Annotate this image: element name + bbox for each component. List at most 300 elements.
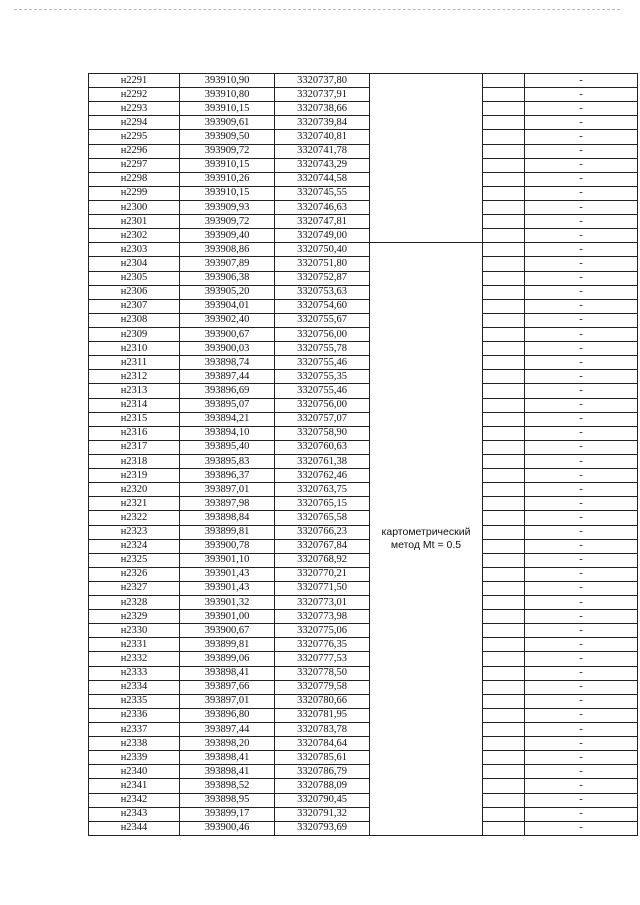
dash-cell: - <box>525 638 638 652</box>
x-coordinate-cell: 393901,00 <box>180 610 275 624</box>
dash-cell: - <box>525 497 638 511</box>
table-row <box>89 469 638 483</box>
empty-cell <box>483 356 525 370</box>
point-id-cell: н2295 <box>89 130 180 144</box>
empty-cell <box>483 469 525 483</box>
x-coordinate-cell: 393898,95 <box>180 793 275 807</box>
x-coordinate-cell: 393898,52 <box>180 779 275 793</box>
dash-cell: - <box>525 398 638 412</box>
point-id-cell: н2311 <box>89 356 180 370</box>
dash-cell: - <box>525 737 638 751</box>
y-coordinate-cell: 3320793,69 <box>275 821 370 835</box>
table-row <box>89 215 638 229</box>
point-id-cell: н2337 <box>89 723 180 737</box>
y-coordinate-cell: 3320755,67 <box>275 313 370 327</box>
table-row <box>89 525 638 539</box>
dash-cell: - <box>525 88 638 102</box>
table-row <box>89 398 638 412</box>
x-coordinate-cell: 393910,90 <box>180 74 275 88</box>
x-coordinate-cell: 393907,89 <box>180 257 275 271</box>
empty-cell <box>483 765 525 779</box>
empty-cell <box>483 779 525 793</box>
dash-cell: - <box>525 483 638 497</box>
table-row <box>89 511 638 525</box>
y-coordinate-cell: 3320758,90 <box>275 426 370 440</box>
dash-cell: - <box>525 469 638 483</box>
point-id-cell: н2312 <box>89 370 180 384</box>
table-row <box>89 285 638 299</box>
x-coordinate-cell: 393906,38 <box>180 271 275 285</box>
empty-cell <box>483 539 525 553</box>
dash-cell: - <box>525 130 638 144</box>
empty-cell <box>483 723 525 737</box>
table-row <box>89 708 638 722</box>
empty-cell <box>483 440 525 454</box>
empty-cell <box>483 610 525 624</box>
x-coordinate-cell: 393899,81 <box>180 638 275 652</box>
table-row <box>89 229 638 243</box>
empty-cell <box>483 88 525 102</box>
y-coordinate-cell: 3320773,01 <box>275 596 370 610</box>
y-coordinate-cell: 3320779,58 <box>275 680 370 694</box>
y-coordinate-cell: 3320773,98 <box>275 610 370 624</box>
table-row <box>89 694 638 708</box>
empty-cell <box>483 285 525 299</box>
x-coordinate-cell: 393910,26 <box>180 172 275 186</box>
dash-cell: - <box>525 779 638 793</box>
x-coordinate-cell: 393900,78 <box>180 539 275 553</box>
y-coordinate-cell: 3320754,60 <box>275 299 370 313</box>
point-id-cell: н2298 <box>89 172 180 186</box>
point-id-cell: н2330 <box>89 624 180 638</box>
y-coordinate-cell: 3320763,75 <box>275 483 370 497</box>
table-row <box>89 652 638 666</box>
dash-cell: - <box>525 553 638 567</box>
dash-cell: - <box>525 412 638 426</box>
y-coordinate-cell: 3320737,80 <box>275 74 370 88</box>
empty-cell <box>483 299 525 313</box>
y-coordinate-cell: 3320766,23 <box>275 525 370 539</box>
empty-cell <box>483 624 525 638</box>
empty-cell <box>483 793 525 807</box>
dash-cell: - <box>525 370 638 384</box>
point-id-cell: н2333 <box>89 666 180 680</box>
table-row <box>89 342 638 356</box>
y-coordinate-cell: 3320783,78 <box>275 723 370 737</box>
point-id-cell: н2291 <box>89 74 180 88</box>
x-coordinate-cell: 393909,72 <box>180 144 275 158</box>
x-coordinate-cell: 393909,61 <box>180 116 275 130</box>
empty-cell <box>483 638 525 652</box>
point-id-cell: н2299 <box>89 186 180 200</box>
dash-cell: - <box>525 807 638 821</box>
empty-cell <box>483 130 525 144</box>
empty-cell <box>483 412 525 426</box>
y-coordinate-cell: 3320755,35 <box>275 370 370 384</box>
x-coordinate-cell: 393894,21 <box>180 412 275 426</box>
point-id-cell: н2325 <box>89 553 180 567</box>
empty-cell <box>483 821 525 835</box>
empty-cell <box>483 327 525 341</box>
x-coordinate-cell: 393898,20 <box>180 737 275 751</box>
y-coordinate-cell: 3320749,00 <box>275 229 370 243</box>
empty-cell <box>483 454 525 468</box>
table-row <box>89 243 638 257</box>
point-id-cell: н2344 <box>89 821 180 835</box>
point-id-cell: н2304 <box>89 257 180 271</box>
y-coordinate-cell: 3320755,78 <box>275 342 370 356</box>
dash-cell: - <box>525 426 638 440</box>
table-row <box>89 257 638 271</box>
dash-cell: - <box>525 793 638 807</box>
point-id-cell: н2310 <box>89 342 180 356</box>
table-row <box>89 793 638 807</box>
table-row <box>89 638 638 652</box>
dash-cell: - <box>525 440 638 454</box>
point-id-cell: н2296 <box>89 144 180 158</box>
dash-cell: - <box>525 271 638 285</box>
y-coordinate-cell: 3320765,15 <box>275 497 370 511</box>
table-row <box>89 483 638 497</box>
table-row <box>89 116 638 130</box>
empty-cell <box>483 172 525 186</box>
empty-cell <box>483 116 525 130</box>
point-id-cell: н2306 <box>89 285 180 299</box>
y-coordinate-cell: 3320751,80 <box>275 257 370 271</box>
x-coordinate-cell: 393901,32 <box>180 596 275 610</box>
x-coordinate-cell: 393905,20 <box>180 285 275 299</box>
point-id-cell: н2294 <box>89 116 180 130</box>
dash-cell: - <box>525 172 638 186</box>
point-id-cell: н2293 <box>89 102 180 116</box>
y-coordinate-cell: 3320771,50 <box>275 581 370 595</box>
y-coordinate-cell: 3320746,63 <box>275 200 370 214</box>
empty-cell <box>483 158 525 172</box>
dash-cell: - <box>525 765 638 779</box>
x-coordinate-cell: 393900,46 <box>180 821 275 835</box>
point-id-cell: н2300 <box>89 200 180 214</box>
y-coordinate-cell: 3320744,58 <box>275 172 370 186</box>
y-coordinate-cell: 3320750,40 <box>275 243 370 257</box>
table-row <box>89 200 638 214</box>
dash-cell: - <box>525 144 638 158</box>
coordinates-table-body <box>89 74 638 836</box>
y-coordinate-cell: 3320740,81 <box>275 130 370 144</box>
dash-cell: - <box>525 229 638 243</box>
point-id-cell: н2323 <box>89 525 180 539</box>
dash-cell: - <box>525 116 638 130</box>
dash-cell: - <box>525 511 638 525</box>
y-coordinate-cell: 3320768,92 <box>275 553 370 567</box>
x-coordinate-cell: 393898,41 <box>180 666 275 680</box>
y-coordinate-cell: 3320777,53 <box>275 652 370 666</box>
y-coordinate-cell: 3320743,29 <box>275 158 370 172</box>
dash-cell: - <box>525 821 638 835</box>
point-id-cell: н2301 <box>89 215 180 229</box>
method-cell <box>370 243 483 836</box>
x-coordinate-cell: 393900,03 <box>180 342 275 356</box>
dash-cell: - <box>525 652 638 666</box>
x-coordinate-cell: 393898,74 <box>180 356 275 370</box>
x-coordinate-cell: 393904,01 <box>180 299 275 313</box>
empty-cell <box>483 680 525 694</box>
method-text: картометрический метод Mt = 0.5 <box>381 526 471 552</box>
table-row <box>89 327 638 341</box>
y-coordinate-cell: 3320781,95 <box>275 708 370 722</box>
dash-cell: - <box>525 708 638 722</box>
x-coordinate-cell: 393898,84 <box>180 511 275 525</box>
y-coordinate-cell: 3320755,46 <box>275 384 370 398</box>
dash-cell: - <box>525 581 638 595</box>
y-coordinate-cell: 3320775,06 <box>275 624 370 638</box>
empty-cell <box>483 370 525 384</box>
empty-cell <box>483 426 525 440</box>
x-coordinate-cell: 393909,50 <box>180 130 275 144</box>
point-id-cell: н2331 <box>89 638 180 652</box>
point-id-cell: н2319 <box>89 469 180 483</box>
empty-cell <box>483 313 525 327</box>
table-row <box>89 581 638 595</box>
x-coordinate-cell: 393895,83 <box>180 454 275 468</box>
method-cell <box>370 74 483 243</box>
empty-cell <box>483 751 525 765</box>
x-coordinate-cell: 393898,41 <box>180 765 275 779</box>
point-id-cell: н2320 <box>89 483 180 497</box>
dash-cell: - <box>525 694 638 708</box>
x-coordinate-cell: 393900,67 <box>180 327 275 341</box>
point-id-cell: н2339 <box>89 751 180 765</box>
y-coordinate-cell: 3320788,09 <box>275 779 370 793</box>
point-id-cell: н2338 <box>89 737 180 751</box>
dash-cell: - <box>525 384 638 398</box>
dash-cell: - <box>525 257 638 271</box>
dash-cell: - <box>525 215 638 229</box>
empty-cell <box>483 652 525 666</box>
empty-cell <box>483 243 525 257</box>
x-coordinate-cell: 393897,98 <box>180 497 275 511</box>
y-coordinate-cell: 3320776,35 <box>275 638 370 652</box>
y-coordinate-cell: 3320753,63 <box>275 285 370 299</box>
y-coordinate-cell: 3320778,50 <box>275 666 370 680</box>
y-coordinate-cell: 3320757,07 <box>275 412 370 426</box>
empty-cell <box>483 708 525 722</box>
table-row <box>89 539 638 553</box>
y-coordinate-cell: 3320752,87 <box>275 271 370 285</box>
dash-cell: - <box>525 666 638 680</box>
y-coordinate-cell: 3320756,00 <box>275 398 370 412</box>
point-id-cell: н2307 <box>89 299 180 313</box>
table-row <box>89 821 638 835</box>
y-coordinate-cell: 3320790,45 <box>275 793 370 807</box>
x-coordinate-cell: 393897,01 <box>180 694 275 708</box>
point-id-cell: н2334 <box>89 680 180 694</box>
dash-cell: - <box>525 610 638 624</box>
dash-cell: - <box>525 356 638 370</box>
table-row <box>89 567 638 581</box>
y-coordinate-cell: 3320747,81 <box>275 215 370 229</box>
table-row <box>89 158 638 172</box>
y-coordinate-cell: 3320741,78 <box>275 144 370 158</box>
table-row <box>89 666 638 680</box>
table-row <box>89 299 638 313</box>
y-coordinate-cell: 3320791,32 <box>275 807 370 821</box>
dash-cell: - <box>525 327 638 341</box>
empty-cell <box>483 342 525 356</box>
empty-cell <box>483 807 525 821</box>
point-id-cell: н2313 <box>89 384 180 398</box>
x-coordinate-cell: 393910,15 <box>180 102 275 116</box>
point-id-cell: н2315 <box>89 412 180 426</box>
x-coordinate-cell: 393897,01 <box>180 483 275 497</box>
point-id-cell: н2322 <box>89 511 180 525</box>
empty-cell <box>483 511 525 525</box>
y-coordinate-cell: 3320755,46 <box>275 356 370 370</box>
point-id-cell: н2335 <box>89 694 180 708</box>
point-id-cell: н2340 <box>89 765 180 779</box>
x-coordinate-cell: 393909,72 <box>180 215 275 229</box>
x-coordinate-cell: 393902,40 <box>180 313 275 327</box>
empty-cell <box>483 581 525 595</box>
point-id-cell: н2318 <box>89 454 180 468</box>
x-coordinate-cell: 393898,41 <box>180 751 275 765</box>
table-row <box>89 412 638 426</box>
dash-cell: - <box>525 525 638 539</box>
point-id-cell: н2317 <box>89 440 180 454</box>
table-row <box>89 130 638 144</box>
x-coordinate-cell: 393899,06 <box>180 652 275 666</box>
dash-cell: - <box>525 285 638 299</box>
point-id-cell: н2292 <box>89 88 180 102</box>
dash-cell: - <box>525 751 638 765</box>
table-row <box>89 440 638 454</box>
x-coordinate-cell: 393910,80 <box>180 88 275 102</box>
empty-cell <box>483 102 525 116</box>
point-id-cell: н2326 <box>89 567 180 581</box>
y-coordinate-cell: 3320767,84 <box>275 539 370 553</box>
y-coordinate-cell: 3320784,64 <box>275 737 370 751</box>
empty-cell <box>483 398 525 412</box>
x-coordinate-cell: 393900,67 <box>180 624 275 638</box>
x-coordinate-cell: 393899,17 <box>180 807 275 821</box>
x-coordinate-cell: 393910,15 <box>180 186 275 200</box>
empty-cell <box>483 737 525 751</box>
empty-cell <box>483 483 525 497</box>
table-row <box>89 779 638 793</box>
y-coordinate-cell: 3320786,79 <box>275 765 370 779</box>
y-coordinate-cell: 3320760,63 <box>275 440 370 454</box>
y-coordinate-cell: 3320756,00 <box>275 327 370 341</box>
x-coordinate-cell: 393896,80 <box>180 708 275 722</box>
dash-cell: - <box>525 200 638 214</box>
table-row <box>89 596 638 610</box>
point-id-cell: н2328 <box>89 596 180 610</box>
y-coordinate-cell: 3320770,21 <box>275 567 370 581</box>
y-coordinate-cell: 3320762,46 <box>275 469 370 483</box>
empty-cell <box>483 271 525 285</box>
empty-cell <box>483 694 525 708</box>
table-row <box>89 497 638 511</box>
empty-cell <box>483 567 525 581</box>
empty-cell <box>483 497 525 511</box>
x-coordinate-cell: 393897,66 <box>180 680 275 694</box>
y-coordinate-cell: 3320745,55 <box>275 186 370 200</box>
empty-cell <box>483 553 525 567</box>
dash-cell: - <box>525 313 638 327</box>
empty-cell <box>483 144 525 158</box>
empty-cell <box>483 384 525 398</box>
empty-cell <box>483 525 525 539</box>
point-id-cell: н2324 <box>89 539 180 553</box>
empty-cell <box>483 596 525 610</box>
table-row <box>89 765 638 779</box>
dash-cell: - <box>525 158 638 172</box>
point-id-cell: н2341 <box>89 779 180 793</box>
table-row <box>89 384 638 398</box>
x-coordinate-cell: 393895,07 <box>180 398 275 412</box>
x-coordinate-cell: 393895,40 <box>180 440 275 454</box>
dash-cell: - <box>525 680 638 694</box>
x-coordinate-cell: 393908,86 <box>180 243 275 257</box>
table-row <box>89 271 638 285</box>
point-id-cell: н2314 <box>89 398 180 412</box>
point-id-cell: н2297 <box>89 158 180 172</box>
empty-cell <box>483 257 525 271</box>
empty-cell <box>483 666 525 680</box>
coordinates-table <box>88 73 638 836</box>
x-coordinate-cell: 393901,43 <box>180 581 275 595</box>
empty-cell <box>483 186 525 200</box>
point-id-cell: н2342 <box>89 793 180 807</box>
table-row <box>89 807 638 821</box>
dash-cell: - <box>525 74 638 88</box>
table-row <box>89 426 638 440</box>
y-coordinate-cell: 3320785,61 <box>275 751 370 765</box>
x-coordinate-cell: 393901,43 <box>180 567 275 581</box>
table-row <box>89 313 638 327</box>
table-row <box>89 370 638 384</box>
x-coordinate-cell: 393910,15 <box>180 158 275 172</box>
dash-cell: - <box>525 624 638 638</box>
y-coordinate-cell: 3320761,38 <box>275 454 370 468</box>
x-coordinate-cell: 393894,10 <box>180 426 275 440</box>
table-row <box>89 102 638 116</box>
point-id-cell: н2308 <box>89 313 180 327</box>
table-row <box>89 610 638 624</box>
x-coordinate-cell: 393896,69 <box>180 384 275 398</box>
table-row <box>89 680 638 694</box>
table-row <box>89 74 638 88</box>
x-coordinate-cell: 393909,93 <box>180 200 275 214</box>
dash-cell: - <box>525 723 638 737</box>
point-id-cell: н2309 <box>89 327 180 341</box>
dash-cell: - <box>525 567 638 581</box>
y-coordinate-cell: 3320739,84 <box>275 116 370 130</box>
empty-cell <box>483 215 525 229</box>
point-id-cell: н2305 <box>89 271 180 285</box>
point-id-cell: н2336 <box>89 708 180 722</box>
empty-cell <box>483 229 525 243</box>
y-coordinate-cell: 3320765,58 <box>275 511 370 525</box>
x-coordinate-cell: 393901,10 <box>180 553 275 567</box>
table-row <box>89 737 638 751</box>
table-row <box>89 356 638 370</box>
table-row <box>89 723 638 737</box>
point-id-cell: н2303 <box>89 243 180 257</box>
x-coordinate-cell: 393899,81 <box>180 525 275 539</box>
table-row <box>89 172 638 186</box>
dash-cell: - <box>525 454 638 468</box>
point-id-cell: н2321 <box>89 497 180 511</box>
